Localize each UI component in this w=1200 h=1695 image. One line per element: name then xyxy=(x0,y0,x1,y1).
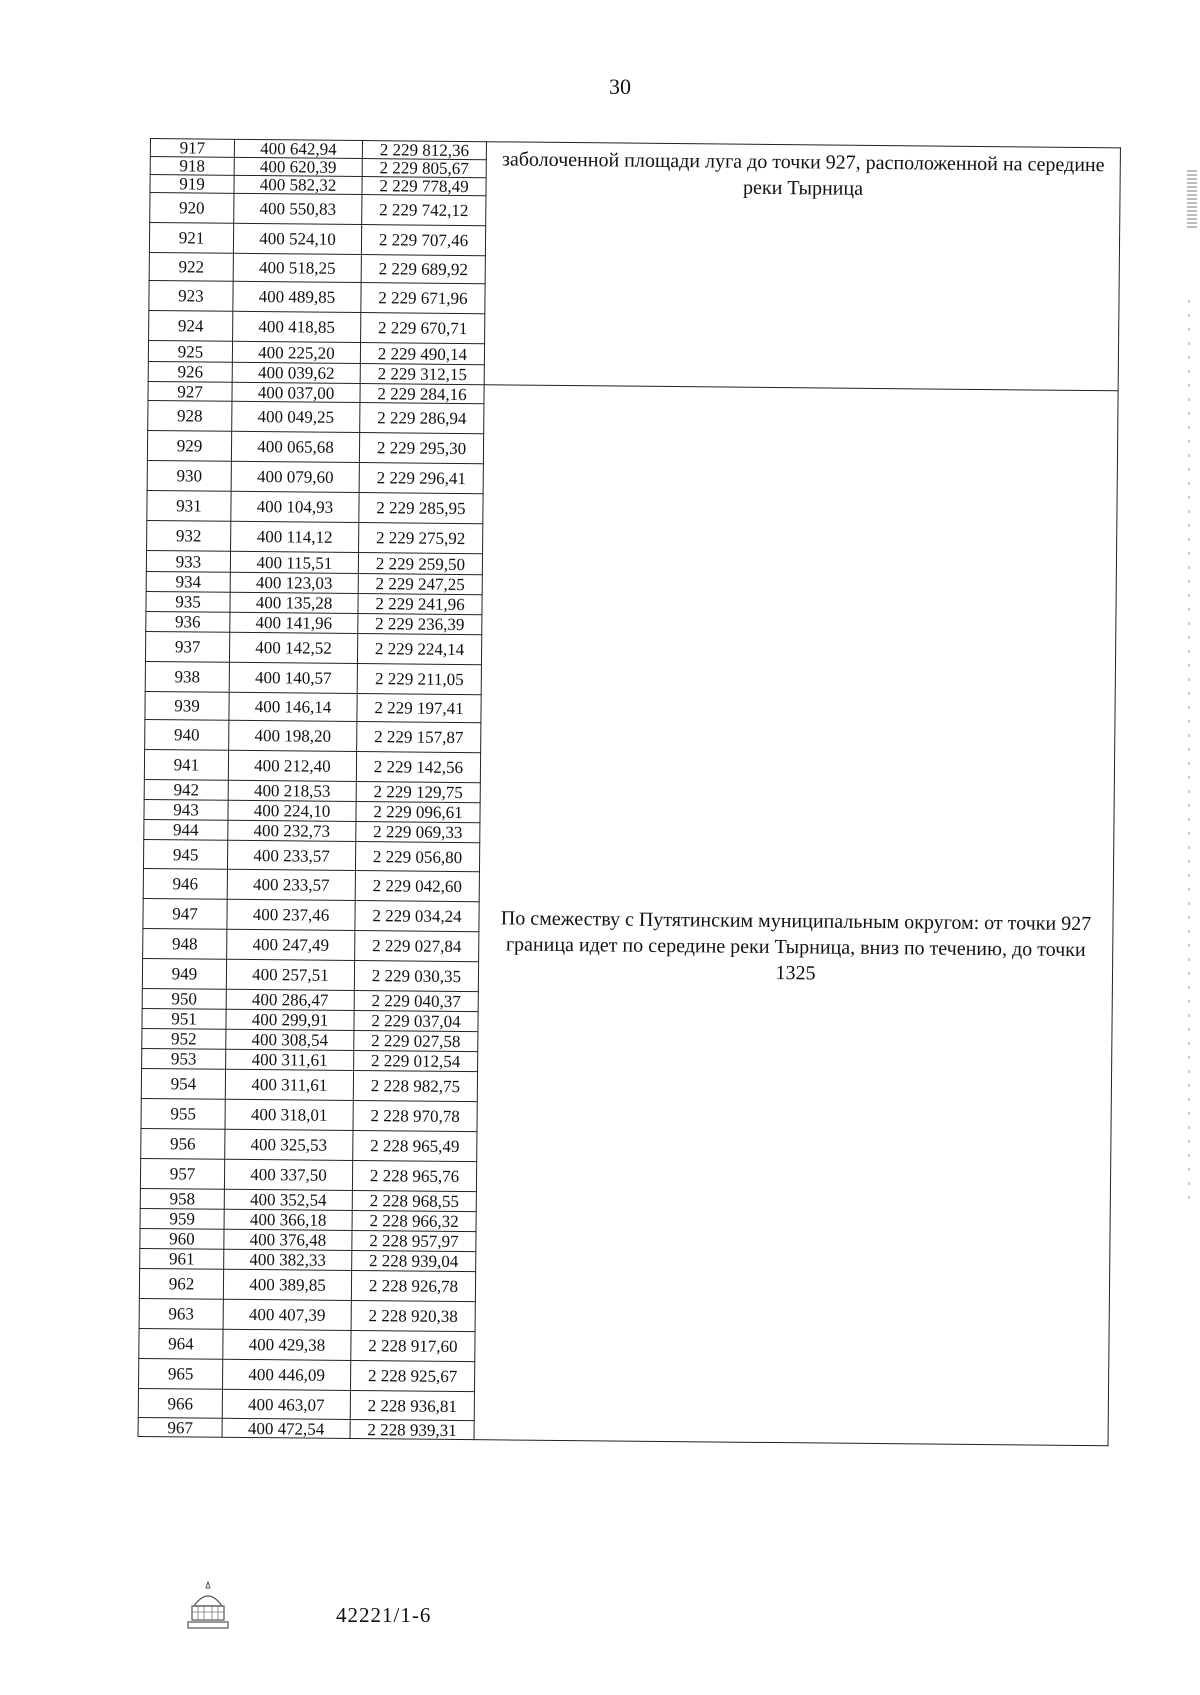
x-coordinate-cell: 400 642,94 xyxy=(234,139,362,158)
y-coordinate-cell: 2 229 157,87 xyxy=(357,722,481,753)
x-coordinate-cell: 400 318,01 xyxy=(225,1099,353,1130)
x-coordinate-cell: 400 550,83 xyxy=(234,193,362,224)
point-number-cell: 964 xyxy=(139,1328,223,1359)
y-coordinate-cell: 2 229 027,58 xyxy=(354,1030,478,1051)
y-coordinate-cell: 2 229 236,39 xyxy=(358,614,482,635)
x-coordinate-cell: 400 233,57 xyxy=(227,869,355,900)
x-coordinate-cell: 400 257,51 xyxy=(226,959,354,990)
scan-edge-artifact xyxy=(1187,170,1197,230)
point-number-cell: 963 xyxy=(139,1298,223,1329)
point-number-cell: 954 xyxy=(141,1068,225,1099)
coordinates-table xyxy=(138,138,1121,1446)
point-number-cell: 945 xyxy=(143,839,227,869)
point-number-cell: 933 xyxy=(146,550,230,572)
y-coordinate-cell: 2 228 939,31 xyxy=(350,1419,474,1439)
x-coordinate-cell: 400 446,09 xyxy=(222,1359,350,1390)
y-coordinate-cell: 2 228 965,49 xyxy=(353,1130,477,1161)
x-coordinate-cell: 400 141,96 xyxy=(230,612,358,633)
y-coordinate-cell: 2 228 939,04 xyxy=(352,1250,476,1271)
point-number-cell: 961 xyxy=(140,1248,224,1269)
x-coordinate-cell: 400 049,25 xyxy=(232,401,360,432)
point-number-cell: 919 xyxy=(150,175,234,194)
x-coordinate-cell: 400 079,60 xyxy=(231,461,359,492)
y-coordinate-cell: 2 228 936,81 xyxy=(350,1390,474,1420)
point-number-cell: 934 xyxy=(146,571,230,592)
x-coordinate-cell: 400 233,57 xyxy=(227,840,355,870)
x-coordinate-cell: 400 198,20 xyxy=(229,720,357,751)
x-coordinate-cell: 400 115,51 xyxy=(230,551,358,573)
y-coordinate-cell: 2 229 197,41 xyxy=(357,694,481,723)
x-coordinate-cell: 400 286,47 xyxy=(226,989,354,1010)
x-coordinate-cell: 400 218,53 xyxy=(228,780,356,801)
notary-seal-icon xyxy=(184,1576,232,1632)
point-number-cell: 956 xyxy=(141,1128,225,1159)
y-coordinate-cell: 2 229 056,80 xyxy=(355,842,479,872)
x-coordinate-cell: 400 146,14 xyxy=(229,692,357,721)
point-number-cell: 935 xyxy=(146,591,230,612)
point-number-cell: 946 xyxy=(143,868,227,899)
point-number-cell: 943 xyxy=(144,799,228,820)
x-coordinate-cell: 400 407,39 xyxy=(223,1299,351,1330)
x-coordinate-cell: 400 135,28 xyxy=(230,592,358,613)
y-coordinate-cell: 2 228 925,67 xyxy=(350,1360,474,1391)
point-number-cell: 929 xyxy=(147,430,231,461)
page-number: 30 xyxy=(609,74,631,99)
x-coordinate-cell: 400 212,40 xyxy=(228,750,356,781)
point-number-cell: 957 xyxy=(140,1158,224,1189)
point-number-cell: 924 xyxy=(149,310,233,341)
point-number-cell: 965 xyxy=(138,1358,222,1389)
point-number-cell: 949 xyxy=(142,958,226,989)
point-number-cell: 962 xyxy=(139,1268,223,1299)
point-number-cell: 944 xyxy=(144,819,228,840)
point-number-cell: 952 xyxy=(142,1028,226,1049)
x-coordinate-cell: 400 237,46 xyxy=(227,899,355,930)
x-coordinate-cell: 400 065,68 xyxy=(231,431,359,462)
x-coordinate-cell: 400 352,54 xyxy=(224,1189,352,1210)
y-coordinate-cell: 2 229 037,04 xyxy=(354,1010,478,1031)
y-coordinate-cell: 2 229 670,71 xyxy=(361,313,485,344)
y-coordinate-cell: 2 229 812,36 xyxy=(362,141,486,160)
point-number-cell: 932 xyxy=(147,520,231,551)
point-number-cell: 950 xyxy=(142,988,226,1009)
x-coordinate-cell: 400 232,73 xyxy=(228,820,356,841)
y-coordinate-cell: 2 229 096,61 xyxy=(356,802,480,823)
y-coordinate-cell: 2 229 284,16 xyxy=(360,384,484,404)
x-coordinate-cell: 400 114,12 xyxy=(231,521,359,552)
y-coordinate-cell: 2 229 286,94 xyxy=(360,403,484,434)
y-coordinate-cell: 2 229 211,05 xyxy=(357,664,481,695)
x-coordinate-cell: 400 472,54 xyxy=(222,1418,350,1438)
y-coordinate-cell: 2 229 275,92 xyxy=(359,523,483,554)
y-coordinate-cell: 2 229 312,15 xyxy=(360,364,484,385)
point-number-cell: 923 xyxy=(149,280,233,311)
point-number-cell: 921 xyxy=(149,223,233,254)
y-coordinate-cell: 2 229 012,54 xyxy=(354,1050,478,1071)
y-coordinate-cell: 2 229 296,41 xyxy=(359,463,483,494)
y-coordinate-cell: 2 228 966,32 xyxy=(352,1210,476,1231)
x-coordinate-cell: 400 325,53 xyxy=(225,1129,353,1160)
point-number-cell: 951 xyxy=(142,1008,226,1029)
x-coordinate-cell: 400 463,07 xyxy=(222,1389,350,1419)
point-number-cell: 960 xyxy=(140,1228,224,1249)
y-coordinate-cell: 2 229 742,12 xyxy=(362,195,486,226)
x-coordinate-cell: 400 311,61 xyxy=(225,1069,353,1100)
x-coordinate-cell: 400 337,50 xyxy=(224,1159,352,1190)
y-coordinate-cell: 2 229 034,24 xyxy=(355,901,479,932)
x-coordinate-cell: 400 142,52 xyxy=(229,632,357,663)
y-coordinate-cell: 2 229 069,33 xyxy=(356,822,480,843)
point-number-cell: 936 xyxy=(146,611,230,632)
x-coordinate-cell: 400 037,00 xyxy=(232,382,360,402)
x-coordinate-cell: 400 376,48 xyxy=(224,1229,352,1250)
x-coordinate-cell: 400 247,49 xyxy=(227,929,355,960)
y-coordinate-cell: 2 228 920,38 xyxy=(351,1300,475,1331)
y-coordinate-cell: 2 229 030,35 xyxy=(354,961,478,992)
y-coordinate-cell: 2 228 965,76 xyxy=(352,1160,476,1191)
y-coordinate-cell: 2 229 142,56 xyxy=(356,752,480,783)
x-coordinate-cell: 400 308,54 xyxy=(226,1029,354,1050)
x-coordinate-cell: 400 620,39 xyxy=(234,157,362,176)
y-coordinate-cell: 2 229 224,14 xyxy=(357,634,481,665)
point-number-cell: 922 xyxy=(149,252,233,281)
x-coordinate-cell: 400 311,61 xyxy=(226,1049,354,1070)
point-number-cell: 967 xyxy=(138,1417,222,1437)
point-number-cell: 920 xyxy=(150,193,234,224)
point-number-cell: 959 xyxy=(140,1208,224,1229)
y-coordinate-cell: 2 229 241,96 xyxy=(358,594,482,615)
y-coordinate-cell: 2 228 982,75 xyxy=(353,1070,477,1101)
y-coordinate-cell: 2 229 040,37 xyxy=(354,991,478,1012)
y-coordinate-cell: 2 228 970,78 xyxy=(353,1100,477,1131)
x-coordinate-cell: 400 518,25 xyxy=(233,253,361,282)
point-number-cell: 930 xyxy=(147,460,231,491)
y-coordinate-cell: 2 229 805,67 xyxy=(362,159,486,178)
x-coordinate-cell: 400 582,32 xyxy=(234,175,362,194)
x-coordinate-cell: 400 382,33 xyxy=(224,1249,352,1270)
y-coordinate-cell: 2 229 042,60 xyxy=(355,871,479,902)
point-number-cell: 940 xyxy=(145,719,229,750)
y-coordinate-cell: 2 228 926,78 xyxy=(351,1270,475,1301)
x-coordinate-cell: 400 366,18 xyxy=(224,1209,352,1230)
scan-dots-artifact xyxy=(1188,300,1190,1200)
boundary-description-upper: заболоченной площади луга до точки 927, расположенной на середине реки Тырница xyxy=(484,142,1120,391)
y-coordinate-cell: 2 229 490,14 xyxy=(360,343,484,365)
point-number-cell: 918 xyxy=(150,157,234,176)
point-number-cell: 941 xyxy=(144,749,228,780)
y-coordinate-cell: 2 229 247,25 xyxy=(358,574,482,595)
boundary-description-lower: По смежеству с Путятинским муниципальным округом: от точки 927 граница идет по середине реки Тырница, вниз по течению, до точки 1325 xyxy=(474,385,1118,1446)
point-number-cell: 953 xyxy=(142,1048,226,1069)
x-coordinate-cell: 400 039,62 xyxy=(232,362,360,383)
point-number-cell: 937 xyxy=(145,631,229,662)
point-number-cell: 928 xyxy=(148,400,232,431)
point-number-cell: 938 xyxy=(145,661,229,692)
point-number-cell: 948 xyxy=(143,928,227,959)
point-number-cell: 927 xyxy=(148,381,232,401)
document-code: 42221/1-6 xyxy=(336,1603,432,1627)
x-coordinate-cell: 400 140,57 xyxy=(229,662,357,693)
y-coordinate-cell: 2 229 129,75 xyxy=(356,782,480,803)
point-number-cell: 958 xyxy=(140,1188,224,1209)
y-coordinate-cell: 2 229 285,95 xyxy=(359,493,483,524)
point-number-cell: 931 xyxy=(147,490,231,521)
x-coordinate-cell: 400 429,38 xyxy=(223,1329,351,1360)
y-coordinate-cell: 2 229 778,49 xyxy=(362,177,486,196)
x-coordinate-cell: 400 418,85 xyxy=(233,311,361,342)
y-coordinate-cell: 2 228 957,97 xyxy=(352,1230,476,1251)
point-number-cell: 947 xyxy=(143,898,227,929)
point-number-cell: 917 xyxy=(150,139,234,158)
y-coordinate-cell: 2 229 259,50 xyxy=(358,553,482,575)
point-number-cell: 926 xyxy=(148,361,232,382)
y-coordinate-cell: 2 229 689,92 xyxy=(361,255,485,284)
coordinates-table-body xyxy=(138,139,1120,1446)
x-coordinate-cell: 400 225,20 xyxy=(232,341,360,363)
x-coordinate-cell: 400 389,85 xyxy=(223,1269,351,1300)
y-coordinate-cell: 2 229 027,84 xyxy=(355,931,479,962)
x-coordinate-cell: 400 489,85 xyxy=(233,281,361,312)
y-coordinate-cell: 2 228 917,60 xyxy=(351,1330,475,1361)
x-coordinate-cell: 400 299,91 xyxy=(226,1009,354,1030)
point-number-cell: 925 xyxy=(148,340,232,362)
x-coordinate-cell: 400 524,10 xyxy=(233,223,361,254)
point-number-cell: 955 xyxy=(141,1098,225,1129)
point-number-cell: 939 xyxy=(145,691,229,720)
y-coordinate-cell: 2 229 671,96 xyxy=(361,283,485,314)
point-number-cell: 942 xyxy=(144,779,228,800)
y-coordinate-cell: 2 229 295,30 xyxy=(359,433,483,464)
point-number-cell: 966 xyxy=(138,1388,222,1418)
x-coordinate-cell: 400 104,93 xyxy=(231,491,359,522)
y-coordinate-cell: 2 229 707,46 xyxy=(361,225,485,256)
x-coordinate-cell: 400 123,03 xyxy=(230,572,358,593)
y-coordinate-cell: 2 228 968,55 xyxy=(352,1190,476,1211)
x-coordinate-cell: 400 224,10 xyxy=(228,800,356,821)
